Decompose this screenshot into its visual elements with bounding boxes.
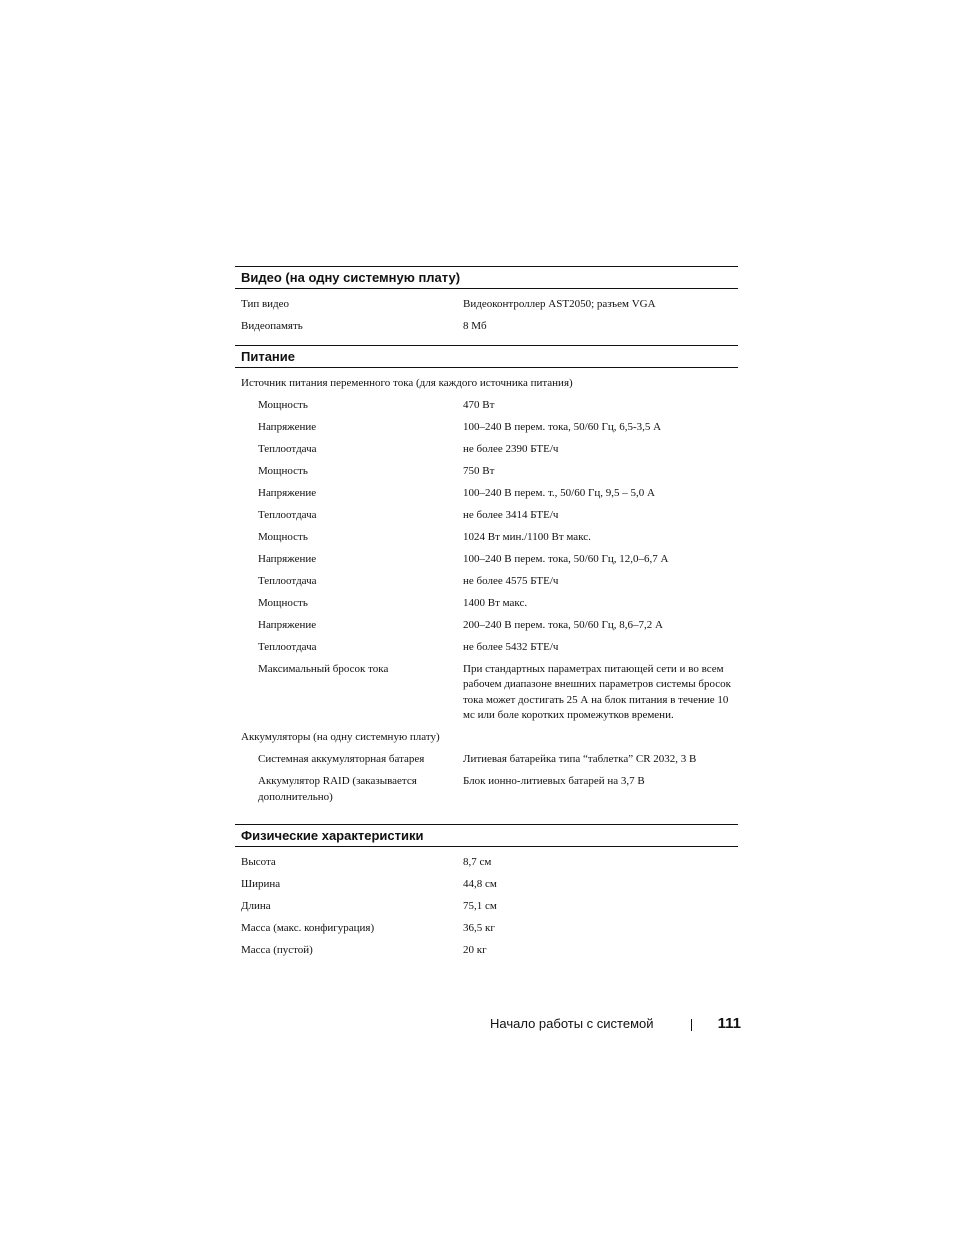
spec-row bbox=[235, 398, 738, 414]
spec-label: Мощность bbox=[258, 464, 308, 477]
spec-row bbox=[235, 486, 738, 502]
spec-row bbox=[235, 508, 738, 524]
spec-row bbox=[235, 855, 738, 871]
spec-row bbox=[235, 530, 738, 546]
spec-value: 44,8 см bbox=[463, 877, 497, 890]
footer-divider bbox=[691, 1019, 692, 1031]
spec-value: 750 Вт bbox=[463, 464, 495, 477]
spec-label: Напряжение bbox=[258, 420, 317, 433]
subheading-batteries: Аккумуляторы (на одну системную плату) bbox=[241, 731, 440, 743]
spec-value: 100–240 В перем. т., 50/60 Гц, 9,5 – 5,0 А bbox=[463, 486, 655, 499]
section-video bbox=[235, 266, 738, 334]
spec-label: Масса (пустой) bbox=[241, 943, 313, 956]
spec-label: Теплоотдача bbox=[258, 508, 317, 521]
spec-label: Теплоотдача bbox=[258, 574, 317, 587]
spec-value: При стандартных параметрах питающей сети и во всем рабочем диапазоне внешних параметров системы бросок тока может достигать 25 А на блок питания в течение 10 мс или боле коротких промежутков времени. bbox=[463, 662, 731, 721]
spec-value: 100–240 В перем. тока, 50/60 Гц, 6,5-3,5 А bbox=[463, 420, 662, 433]
spec-value: 100–240 В перем. тока, 50/60 Гц, 12,0–6,7 А bbox=[463, 552, 669, 565]
spec-row bbox=[235, 574, 738, 590]
spec-row bbox=[235, 618, 738, 634]
spec-label: Максимальный бросок тока bbox=[258, 662, 389, 675]
spec-value: не более 3414 БТЕ/ч bbox=[463, 508, 559, 521]
spec-label: Мощность bbox=[258, 530, 308, 543]
spec-row bbox=[235, 640, 738, 656]
spec-label: Масса (макс. конфигурация) bbox=[241, 921, 375, 934]
spec-value: 20 кг bbox=[463, 943, 487, 956]
spec-value: 75,1 см bbox=[463, 899, 497, 912]
spec-label: Ширина bbox=[241, 877, 281, 890]
spec-value: 36,5 кг bbox=[463, 921, 495, 934]
spec-row bbox=[235, 921, 738, 937]
spec-row bbox=[235, 943, 738, 959]
page-number: 111 bbox=[717, 1015, 741, 1032]
spec-row bbox=[235, 774, 738, 805]
spec-row bbox=[235, 596, 738, 612]
spec-label: Мощность bbox=[258, 398, 308, 411]
spec-table bbox=[235, 266, 738, 958]
spec-value: Блок ионно-литиевых батарей на 3,7 В bbox=[463, 775, 645, 787]
spec-label: Видеопамять bbox=[241, 319, 303, 332]
spec-label: Высота bbox=[241, 855, 276, 868]
spec-value: Видеоконтроллер AST2050; разъем VGA bbox=[463, 297, 656, 310]
spec-row bbox=[235, 662, 738, 724]
spec-label: Теплоотдача bbox=[258, 442, 317, 455]
spec-value: не более 2390 БТЕ/ч bbox=[463, 442, 559, 455]
spec-label: Напряжение bbox=[258, 552, 317, 565]
spec-value: не более 4575 БТЕ/ч bbox=[463, 574, 559, 587]
spec-value: не более 5432 БТЕ/ч bbox=[463, 640, 559, 653]
page-footer bbox=[490, 1014, 741, 1036]
spec-row bbox=[235, 297, 738, 313]
spec-value: 8,7 см bbox=[463, 855, 492, 868]
footer-title: Начало работы с системой bbox=[490, 1016, 654, 1031]
spec-value: 1400 Вт макс. bbox=[463, 596, 528, 609]
spec-label: Системная аккумуляторная батарея bbox=[258, 753, 425, 765]
spec-row bbox=[235, 464, 738, 480]
spec-row bbox=[235, 319, 738, 335]
subheading-ac-power: Источник питания переменного тока (для каждого источника питания) bbox=[241, 376, 573, 389]
spec-row bbox=[235, 877, 738, 893]
spec-label: Мощность bbox=[258, 596, 308, 609]
spec-value: Литиевая батарейка типа “таблетка” CR 2032, 3 В bbox=[463, 753, 697, 765]
spec-row bbox=[235, 442, 738, 458]
spec-label: Длина bbox=[241, 899, 271, 912]
section-power bbox=[235, 345, 738, 805]
spec-value: 1024 Вт мин./1100 Вт макс. bbox=[463, 530, 591, 543]
spec-value: 8 Мб bbox=[463, 319, 487, 332]
spec-label: Напряжение bbox=[258, 486, 317, 499]
spec-row bbox=[235, 420, 738, 436]
section-title-physical: Физические характеристики bbox=[235, 824, 738, 847]
spec-value: 200–240 В перем. тока, 50/60 Гц, 8,6–7,2 А bbox=[463, 618, 663, 631]
spec-row bbox=[235, 552, 738, 568]
section-title-power: Питание bbox=[235, 345, 738, 368]
spec-label: Тип видео bbox=[241, 297, 290, 310]
spec-value: 470 Вт bbox=[463, 398, 495, 411]
spec-row bbox=[235, 899, 738, 915]
section-physical bbox=[235, 824, 738, 958]
spec-label: Напряжение bbox=[258, 618, 317, 631]
spec-label: Аккумулятор RAID (заказывается дополнительно) bbox=[258, 775, 417, 803]
section-title-video: Видео (на одну системную плату) bbox=[235, 266, 738, 289]
spec-row bbox=[235, 752, 738, 768]
spec-label: Теплоотдача bbox=[258, 640, 317, 653]
